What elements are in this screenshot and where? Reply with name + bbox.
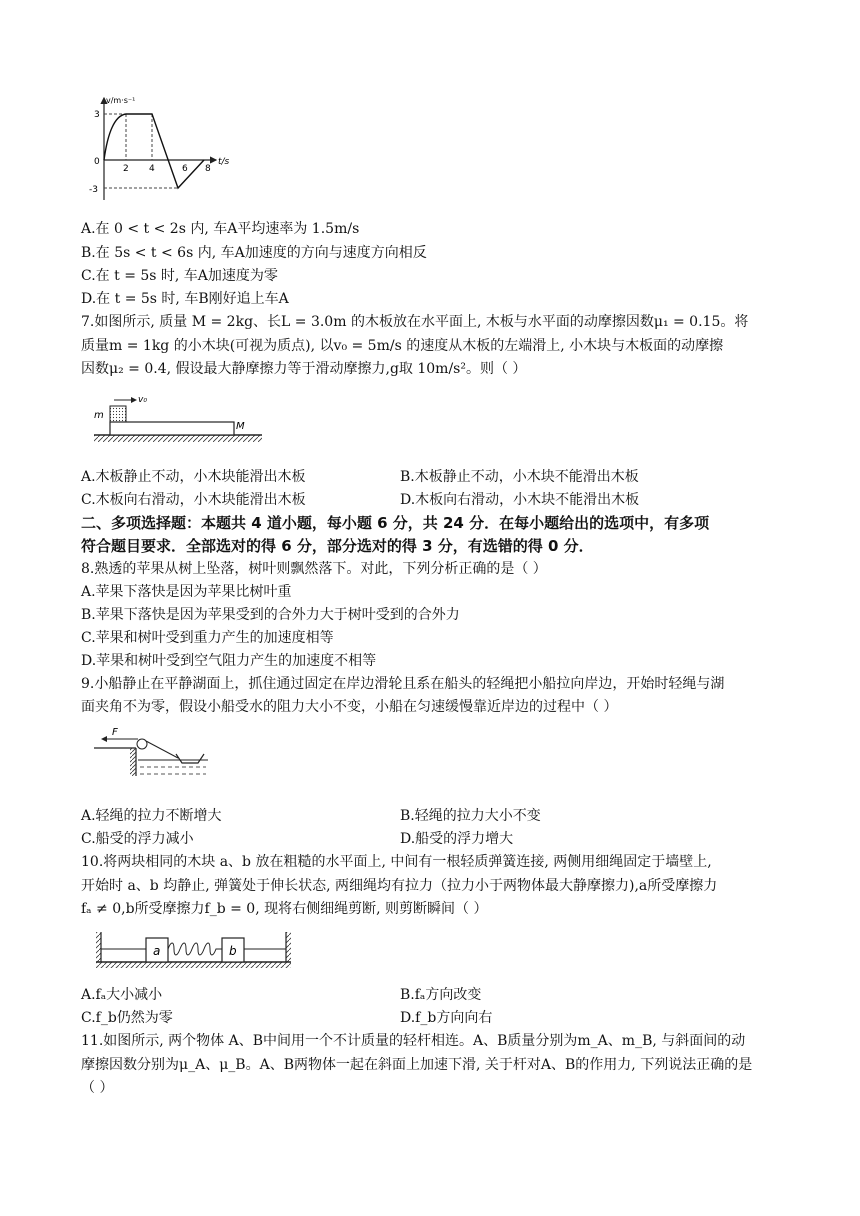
spring [168,943,224,955]
q7-option-b: B.木板静止不动，小木块不能滑出木板 [400,469,639,485]
force-label: F [112,727,118,738]
q9-option-d: D.船受的浮力增大 [400,831,514,847]
boat-pulley-figure [92,724,212,782]
q9-stem-line1: 9.小船静止在平静湖面上，抓住通过固定在岸边滑轮且系在船头的轻绳把小船拉向岸边，开始时轻绳与湖 [81,676,725,692]
q8-option-d: D.苹果和树叶受到空气阻力产生的加速度不相等 [81,653,377,669]
q9-stem-line2: 面夹角不为零，假设小船受水的阻力大小不变，小船在匀速缓慢靠近岸边的过程中（ ） [81,699,618,715]
q7-stem-line1: 7.如图所示, 质量 M = 2kg、长L = 3.0m 的木板放在水平面上, 木板与水平面的动摩擦因数μ₁ = 0.15。将 [81,314,749,330]
q6-option-a: A.在 0 < t < 2s 内, 车A平均速率为 1.5m/s [81,221,360,237]
board [110,422,234,435]
boat [176,754,204,763]
q7-option-c: C.木板向右滑动，小木块能滑出木板 [81,492,306,508]
q10-option-a: A.fₐ大小减小 [81,987,163,1003]
small-block [110,406,126,422]
q6-option-b: B.在 5s < t < 6s 内, 车A加速度的方向与速度方向相反 [81,245,427,261]
q10-option-b: B.fₐ方向改变 [400,987,482,1003]
q10-stem-line2: 开始时 a、b 均静止, 弹簧处于伸长状态, 两细绳均有拉力（拉力小于两物体最大静摩擦力),a所受摩擦力 [81,878,718,894]
q7-option-d: D.木板向右滑动，小木块不能滑出木板 [400,492,640,508]
q11-stem-line3: （ ） [81,1080,114,1096]
graph-x-label: t/s [218,157,230,167]
x-tick-2: 2 [123,164,129,174]
block-a-label: a [153,944,161,958]
q8-option-c: C.苹果和树叶受到重力产生的加速度相等 [81,630,334,646]
q10-stem-line1: 10.将两块相同的木块 a、b 放在粗糙的水平面上, 中间有一根轻质弹簧连接, 两侧用细绳固定于墙壁上, [81,854,712,870]
q10-option-c: C.f_b仍然为零 [81,1010,173,1026]
q7-stem-line2: 质量m = 1kg 的小木块(可视为质点), 以v₀ = 5m/s 的速度从木板的左端滑上, 小木块与木板面的动摩擦 [81,338,724,354]
block-b-label: b [229,944,237,958]
q8-stem: 8.熟透的苹果从树上坠落，树叶则飘然落下。对此，下列分析正确的是（ ） [81,561,547,577]
velocity-label: v₀ [138,395,147,405]
graph-y-label: v/m·s⁻¹ [106,96,136,105]
x-tick-6: 6 [182,164,188,174]
q10-option-d: D.f_b方向向右 [400,1010,493,1026]
q7-stem-line3: 因数μ₂ = 0.4, 假设最大静摩擦力等于滑动摩擦力,g取 10m/s²。则（ ） [81,361,527,377]
left-wall-hatch [96,932,101,962]
q8-option-a: A.苹果下落快是因为苹果比树叶重 [81,584,292,600]
q6-option-c: C.在 t = 5s 时, 车A加速度为零 [81,268,278,284]
q6-option-d: D.在 t = 5s 时, 车B刚好追上车A [81,291,289,307]
board-mass-label: M [236,421,245,432]
rope [146,741,178,758]
bank-hatch [130,748,136,776]
ground-hatch [94,435,262,442]
q10-stem-line3: fₐ ≠ 0,b所受摩擦力f_b = 0, 现将右侧细绳剪断, 则剪断瞬间（ ） [81,901,488,917]
section2-heading-line1: 二、多项选择题：本题共 4 道小题，每小题 6 分，共 24 分．在每小题给出的选项中，有多项 [81,514,710,532]
block-mass-label: m [94,410,104,421]
y-tick-0: 0 [94,157,100,167]
spring-blocks-figure [94,930,294,970]
q7-option-a: A.木板静止不动，小木块能滑出木板 [81,469,306,485]
x-tick-8: 8 [205,164,211,174]
pulley [137,739,147,749]
q9-option-b: B.轻绳的拉力大小不变 [400,808,541,824]
q11-stem-line2: 摩擦因数分别为μ_A、μ_B。A、B两物体一起在斜面上加速下滑, 关于杆对A、B的作用力, 下列说法正确的是 [81,1057,753,1073]
right-wall-hatch [286,932,291,962]
y-tick-3: 3 [94,110,100,120]
board-block-figure [88,392,268,446]
q8-option-b: B.苹果下落快是因为苹果受到的合外力大于树叶受到的合外力 [81,607,460,623]
q9-option-c: C.船受的浮力减小 [81,831,194,847]
floor-hatch [96,962,291,968]
x-tick-4: 4 [149,164,155,174]
section2-heading-line2: 符合题目要求．全部选对的得 6 分，部分选对的得 3 分，有选错的得 0 分． [81,537,594,555]
q11-stem-line1: 11.如图所示, 两个物体 A、B中间用一个不计质量的轻杆相连。A、B质量分别为m_A、m_B, 与斜面间的动 [81,1033,746,1049]
car-a-curve [104,114,204,188]
y-tick-neg3: -3 [89,185,98,195]
q9-option-a: A.轻绳的拉力不断增大 [81,808,222,824]
velocity-time-graph [86,92,246,204]
